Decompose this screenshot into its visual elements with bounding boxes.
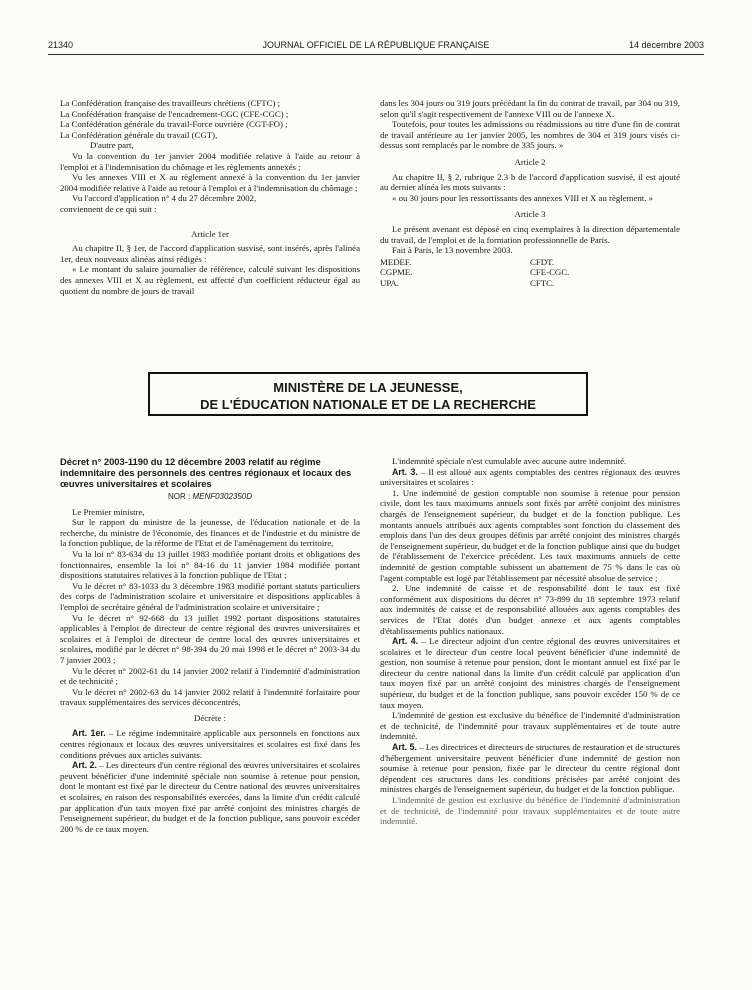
- paragraph: 2. Une indemnité de caisse et de responsabilité dont le taux est fixé conformément aux dispositions du décret n° 73-899 du 18 septembre 1973 relatif aux indemnités de caisse et de responsabilité allouées aux agents comptables des services de l'Etat dotés d'un budget annexe et aux agents comptables d'établissements publics nationaux.: [380, 583, 680, 636]
- decrees-line: Décrète :: [194, 712, 226, 723]
- paragraph: La Confédération française des travailleurs chrétiens (CFTC) ;: [60, 98, 281, 108]
- article-heading: Article 2: [514, 156, 546, 167]
- article-3: Art. 3. – Il est alloué aux agents comptables des centres régionaux des œuvres universitaires et scolaires :: [380, 466, 680, 488]
- article-heading: Article 1er: [191, 228, 229, 239]
- paragraph: Le Premier ministre,: [72, 506, 145, 517]
- page-header: [48, 40, 704, 52]
- paragraph: La Confédération générale du travail-Force ouvrière (CGT-FO) ;: [60, 119, 288, 130]
- paragraph: « ou 30 jours pour les ressortissants des annexes VIII et X au règlement. »: [392, 192, 653, 203]
- paragraph: Vu le décret n° 83-1033 du 3 décembre 1983 modifié portant statuts particuliers des corps de l'administration scolaire et universitaire et dispositions applicables à l'emploi de secrétaire général de l'administration scolaire et universitaire ;: [60, 580, 360, 612]
- paragraph: Vu le décret n° 2002-63 du 14 janvier 2002 relatif à l'indemnité forfaitaire pour travaux supplémentaires des services déconcentrés,: [60, 686, 360, 708]
- paragraph: Vu les annexes VIII et X au règlement annexé à la convention du 1er janvier 2004 modifiée relative à l'aide au retour à l'emploi et à l'indemnisation du chômage ;: [60, 172, 360, 193]
- paragraph: La Confédération française de l'encadrement-CGC (CFE-CGC) ;: [60, 108, 289, 119]
- header-rule: [48, 54, 704, 55]
- signature-row: UPA. CFTC.: [380, 277, 555, 288]
- paragraph: L'indemnité de gestion est exclusive du bénéfice de l'indemnité d'administration et de technicité, de l'indemnité pour travaux supplémentaires et de toute autre indemnité.: [380, 795, 680, 827]
- paragraph: 1. Une indemnité de gestion comptable non soumise à retenue pour pension civile, dont les taux maximums annuels sont fixés par arrêté conjoint des ministres chargés de l'enseignement supérieur, du budget et de la fonction publique. Les montants annuels attribués aux agents comptables sont fonction du classement des emplois dans l'un des deux groupes définis par arrêté conjoint des ministres chargés de l'enseignement supérieur, du budget et de la fonction publique ainsi que du budget de l'établissement de l'exercice précédent. Les taux maximums annuels de cette indemnité de gestion comptable subissent un abattement de 75 % dans le cas où l'agent comptable est logé par l'établissement par nécessité absolue de service ;: [380, 487, 680, 583]
- paragraph: D'autre part,: [90, 140, 134, 151]
- article-5: Art. 5. – Les directrices et directeurs de structures de restauration et de structures d'hébergement universitaire peuvent bénéficier d'une indemnité de gestion non soumise à retenue pour pension, fixée par le directeur du centre régional dont dépendent ces structures dans les conditions précisées par arrêté conjoint des ministres chargés de l'enseignement supérieur, du budget et de la fonction publique.: [380, 742, 681, 795]
- paragraph: L'indemnité spéciale n'est cumulable avec aucune autre indemnité.: [392, 456, 627, 466]
- paragraph: La Confédération générale du travail (CGT),: [60, 129, 218, 140]
- page-number: 21340: [48, 40, 74, 50]
- paragraph: Vu le décret n° 92-668 du 13 juillet 1992 portant dispositions statutaires applicables à l'emploi de directeur de centre régional des œuvres universitaires et scolaires et à l'emploi de directeur de centre local des œuvres universitaires et scolaires, modifié par le décret n° 98-394 du 20 mai 1998 et le décret n° 2003-34 du 7 janvier 2003 ;: [60, 612, 360, 665]
- paragraph: Vu la loi n° 83-634 du 13 juillet 1983 modifiée portant droits et obligations des fonctionnaires, ensemble la loi n° 84-16 du 11 janvier 1984 modifiée portant dispositions statutaires relatives à la fonction publique de l'Etat ;: [60, 548, 360, 581]
- column-bottom-left: [60, 456, 360, 834]
- article-4: Art. 4. – Le directeur adjoint d'un centre régional des œuvres universitaires et scolaires et le directeur d'un centre local peuvent bénéficier d'une indemnité de gestion, non soumise à retenue pour pension, dont le montant annuel est fixé par le directeur du centre national dans la limite d'un crédit calculé par application d'un taux moyen fixé par un arrêté conjoint des ministres chargés de l'enseignement supérieur, du budget et de la fonction publique, sans pouvoir excéder 150 % de ce taux moyen.: [380, 636, 680, 710]
- paragraph: Vu l'accord d'application n° 4 du 27 décembre 2002,: [72, 193, 257, 204]
- column-bottom-right: [380, 456, 680, 827]
- journal-title: JOURNAL OFFICIEL DE LA RÉPUBLIQUE FRANÇAISE: [262, 40, 490, 50]
- ministry-heading: MINISTÈRE DE LA JEUNESSE, DE L'ÉDUCATION NATIONALE ET DE LA RECHERCHE: [148, 372, 588, 416]
- paragraph: conviennent de ce qui suit :: [60, 203, 157, 214]
- nor-reference: NOR : MENF0302350D: [167, 492, 253, 501]
- signature-row: MEDEF. CFDT.: [380, 256, 555, 267]
- paragraph: L'indemnité de gestion est exclusive du bénéfice de l'indemnité d'administration et de technicité, de l'indemnité pour travaux supplémentaires et de toute autre indemnité.: [380, 710, 680, 742]
- signatures: [380, 257, 680, 289]
- paragraph: Fait à Paris, le 13 novembre 2003.: [392, 245, 513, 256]
- paragraph: « Le montant du salaire journalier de référence, calculé suivant les dispositions des annexes VIII et X au règlement, est affecté d'un coefficient réducteur égal au quotient du nombre de jours de travail: [60, 264, 360, 296]
- issue-date: 14 décembre 2003: [628, 40, 704, 50]
- paragraph: Vu le décret n° 2002-61 du 14 janvier 2002 relatif à l'indemnité d'administration et de technicité ;: [60, 665, 360, 687]
- paragraph: Sur le rapport du ministre de la jeunesse, de l'éducation nationale et de la recherche, du ministre de l'économie, des finances et de l'industrie et du ministre de la fonction publique, de la réforme de l'Etat et de l'aménagement du territoire,: [60, 517, 360, 549]
- signature-row: CGPME. CFE-CGC.: [380, 267, 570, 278]
- paragraph: Toutefois, pour toutes les admissions ou réadmissions au titre d'une fin de contrat de travail antérieure au 1er janvier 2005, les nombres de 304 et 319 jours visés ci-dessus sont remplacés par le nombre de 335 jours. »: [380, 119, 680, 151]
- paragraph: Au chapitre II, § 1er, de l'accord d'application susvisé, sont insérés, après l'alinéa 1er, deux nouveaux alinéas ainsi rédigés :: [60, 243, 360, 264]
- paragraph: Le présent avenant est déposé en cinq exemplaires à la direction départementale du travail, de l'emploi et de la formation professionnelle de Paris.: [380, 223, 680, 245]
- decree-title: Décret n° 2003-1190 du 12 décembre 2003 relatif au régime indemnitaire des personnels des centres régionaux et locaux des œuvres universitaires et scolaires: [60, 456, 352, 489]
- paragraph: Au chapitre II, § 2, rubrique 2.3 b de l'accord d'application susvisé, il est ajouté au dernier alinéa les mots suivants :: [380, 171, 680, 193]
- column-top-right: [380, 98, 680, 289]
- article-2: Art. 2. – Les directeurs d'un centre régional des œuvres universitaires et scolaires peuvent bénéficier d'une indemnité spéciale non soumise à retenue pour pension, dont le montant est fixé par le directeur du Centre national des œuvres universitaires et scolaires, en raison des responsabilités exercées, dans la limite d'un crédit calculé par application d'un taux moyen fixé par arrêté conjoint des ministres chargés de l'enseignement supérieur, du budget et de la fonction publique, sans pouvoir excéder 200 % de ce taux moyen.: [60, 760, 360, 834]
- article-heading: Article 3: [514, 209, 546, 220]
- paragraph: Vu la convention du 1er janvier 2004 modifiée relative à l'aide au retour à l'emploi et à l'indemnisation du chômage et les règlements annexés ;: [60, 150, 360, 172]
- article-1: Art. 1er. – Le régime indemnitaire applicable aux personnels en fonctions aux centres régionaux et locaux des œuvres universitaires et scolaires est fixé dans les conditions prévues aux articles suivants.: [60, 728, 361, 760]
- column-top-left: [60, 98, 360, 296]
- paragraph: dans les 304 jours ou 319 jours précédant la fin du contrat de travail, par 304 ou 319, selon qu'il s'agit respectivement de l'annexe VIII ou de l'annexe X.: [380, 98, 680, 119]
